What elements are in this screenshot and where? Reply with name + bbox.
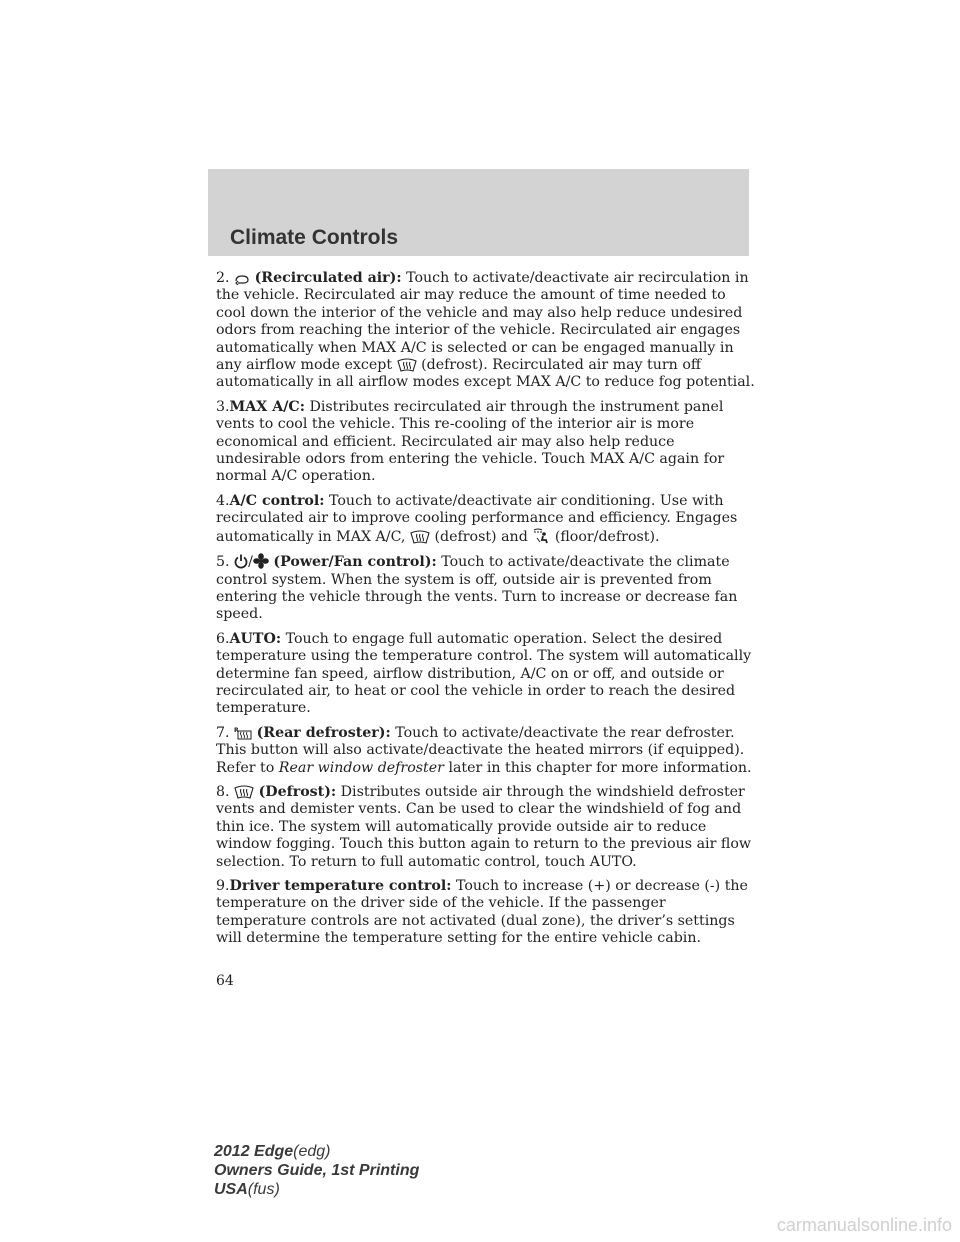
item-defrost: 8. (Defrost): Distributes outside air through the windshield defroster vents and demister vents. Can be used to clear the windshield of fog and thin ice. The system will automatically provide outside air to reduce window fogging. Touch this button again to return to the previous air flow selection. To return to full automatic control, touch AUTO. — [216, 783, 752, 870]
recirculated-air-icon — [234, 274, 250, 285]
section-header-band — [208, 169, 749, 256]
footer-line-model: 2012 Edge(edg) — [214, 1143, 331, 1160]
footer-line-edition: Owners Guide, 1st Printing — [214, 1162, 420, 1179]
defrost-icon — [410, 530, 430, 544]
item-power-fan: 5. / (Power/Fan control): Touch to activate/deactivate the climate control system. When the system is off, outside air is prevented from entering the vehicle through the vents. Turn to increase or decrease fan speed. — [216, 554, 738, 623]
manual-content — [216, 270, 756, 955]
page-number: 64 — [216, 973, 234, 989]
item-driver-temperature: 9.Driver temperature control: Touch to increase (+) or decrease (-) the temperature on the driver side of the vehicle. If the passenger temperature controls are not activated (dual zone), the driver’s settings will determine the temperature setting for the entire vehicle cabin. — [216, 878, 748, 947]
svg-text:R: R — [234, 726, 239, 734]
item-ac-control: 4.A/C control: Touch to activate/deactivate air conditioning. Use with recirculated air to improve cooling performance and efficiency. Engages automatically in MAX A/C, (defrost) and (floor/defrost). — [216, 492, 738, 545]
cross-reference-link[interactable]: Rear window defroster — [278, 759, 444, 776]
item-auto: 6.AUTO: Touch to engage full automatic operation. Select the desired temperature using the temperature control. The system will automatically determine fan speed, airflow distribution, A/C on or off, and outside or recirculated air, to heat or cool the vehicle in order to reach the desired temperature. — [216, 630, 752, 717]
floor-defrost-icon — [532, 528, 550, 544]
footer-line-market: USA(fus) — [214, 1181, 280, 1198]
watermark: carmanualsonline.info — [776, 1215, 952, 1235]
defrost-icon — [397, 358, 417, 372]
power-icon — [234, 554, 248, 569]
item-recirculated-air: 2. (Recirculated air): Touch to activate/deactivate air recirculation in the vehicle. Recirculated air may reduce the amount of time needed to cool down the interior of the vehicle and may also help reduce undesired odors from reaching the interior of the vehicle. Recirculated air engages automatically when MAX A/C is selected or can be engaged manually in any airflow mode except (defrost). Recirculated air may turn off automatically in all airflow modes except MAX A/C to reduce fog potential. — [216, 270, 755, 391]
fan-icon — [253, 553, 269, 569]
item-rear-defroster: 7. R (Rear defroster): Touch to activate/deactivate the rear defroster. This button will also activate/deactivate the heated mirrors (if equipped). Refer to Rear window defroster later in this chapter for more information. — [216, 724, 752, 776]
document-footer — [214, 1142, 419, 1199]
section-title: Climate Controls — [230, 226, 399, 249]
defrost-icon — [234, 785, 254, 799]
item-max-ac: 3.MAX A/C: Distributes recirculated air through the instrument panel vents to cool the vehicle. This re-cooling of the interior air is more economical and efficient. Recirculated air may also help reduce undesirable odors from entering the vehicle. Touch MAX A/C again for normal A/C operation. — [216, 398, 725, 485]
rear-defroster-icon — [234, 726, 252, 740]
